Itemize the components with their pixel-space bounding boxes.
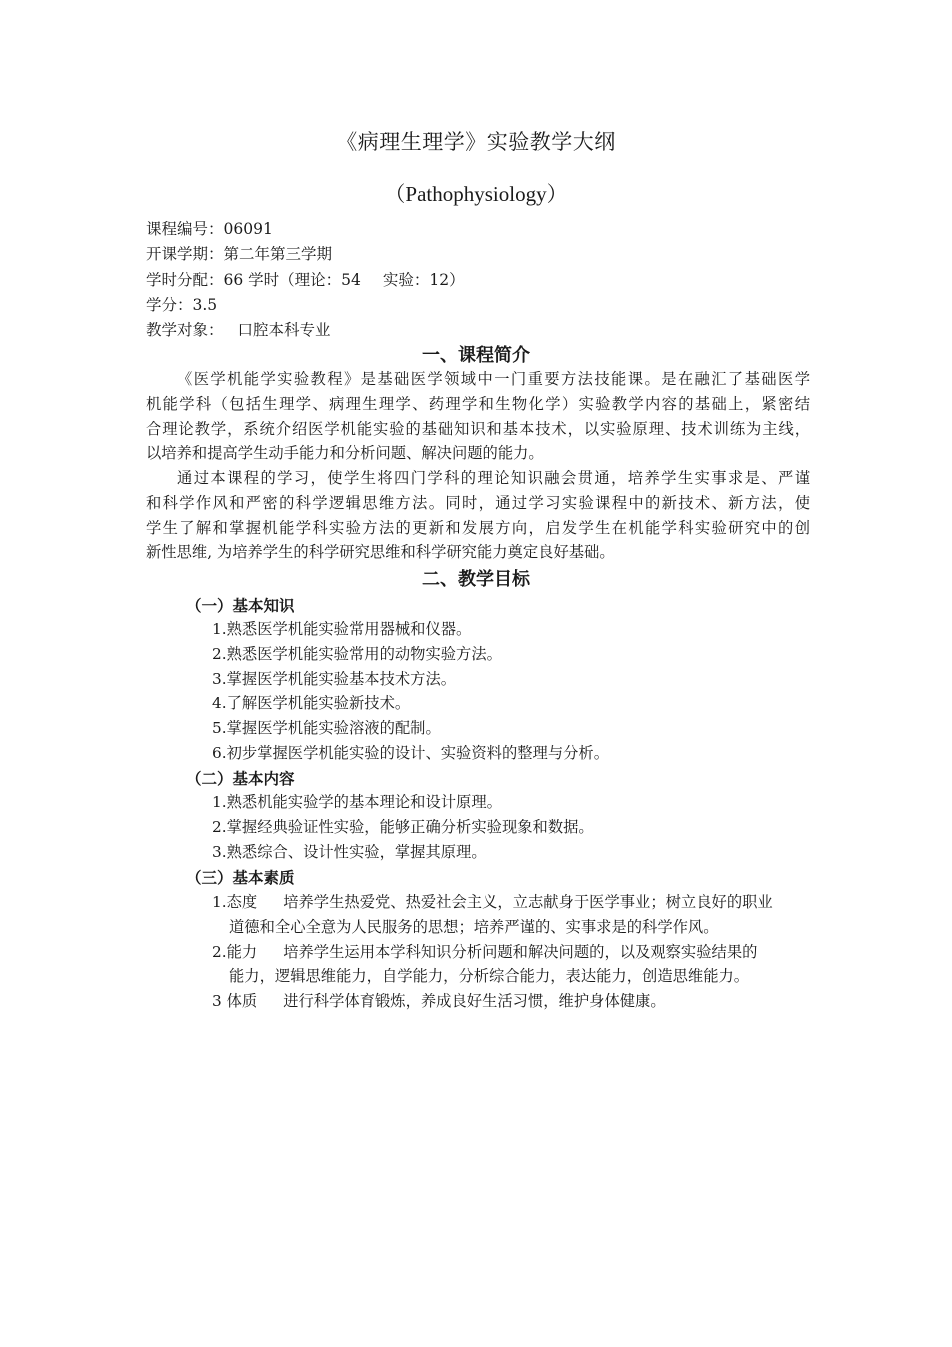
course-audience-label: 教学对象： <box>146 321 224 340</box>
section-heading-intro: 一、课程简介 <box>422 345 530 366</box>
paragraph-line: 机能学科（包括生理学、病理生理学、药理学和生物化学）实验教学内容的基础上，紧密结 <box>146 394 810 413</box>
course-hours-theory: 学时分配：66 学时（理论：54 <box>146 270 361 289</box>
paragraph-line: 新性思维, 为培养学生的科学研究思维和科学研究能力奠定良好基础。 <box>146 543 615 562</box>
subheading-content: （二）基本内容 <box>186 769 295 788</box>
list-item-ability <box>212 940 773 965</box>
item-label: 1.态度 <box>212 893 258 911</box>
item-text: 培养学生热爱党、热爱社会主义，立志献身于医学事业；树立良好的职业 <box>283 893 773 911</box>
course-semester-text: 开课学期：第二年第三学期 <box>146 245 333 264</box>
course-hours-lab: 实验：12） <box>382 270 465 289</box>
paragraph-line: 《医学机能学实验教程》是基础医学领域中一门重要方法技能课。是在融汇了基础医学 <box>177 370 810 388</box>
course-info <box>146 217 465 343</box>
list-item: 2.掌握经典验证性实验，能够正确分析实验现象和数据。 <box>212 817 594 836</box>
quality-list <box>212 890 773 1014</box>
list-item: 2.熟悉医学机能实验常用的动物实验方法。 <box>212 644 502 663</box>
list-item: 5.掌握医学机能实验溶液的配制。 <box>212 719 441 738</box>
paragraph-line: 合理论教学，系统介绍医学机能实验的基础知识和基本技术，以实验原理、技术训练为主线， <box>146 419 810 438</box>
document-subtitle: （Pathophysiology） <box>384 182 568 206</box>
section-heading-goals: 二、教学目标 <box>422 569 530 590</box>
list-item-physique <box>212 989 773 1014</box>
intro-paragraph-2 <box>146 466 810 565</box>
item-text: 进行科学体育锻炼，养成良好生活习惯，维护身体健康。 <box>283 992 666 1011</box>
item-label: 3 体质 <box>212 992 258 1011</box>
list-item-continuation: 道德和全心全意为人民服务的思想；培养严谨的、实事求是的科学作风。 <box>229 917 719 936</box>
paragraph-line: 和科学作风和严密的科学逻辑思维方法。同时，通过学习实验课程中的新技术、新方法，使 <box>146 493 810 512</box>
course-code <box>146 217 465 242</box>
list-item: 3.熟悉综合、设计性实验，掌握其原理。 <box>212 842 487 861</box>
subheading-knowledge: （一）基本知识 <box>186 596 295 615</box>
course-hours <box>146 268 465 293</box>
list-item: 4.了解医学机能实验新技术。 <box>212 694 411 713</box>
list-item: 1.熟悉医学机能实验常用器械和仪器。 <box>212 620 472 638</box>
document-title: 《病理生理学》实验教学大纲 <box>336 130 616 154</box>
item-label: 2.能力 <box>212 942 258 961</box>
list-item-continuation: 能力，逻辑思维能力，自学能力，分析综合能力，表达能力，创造思维能力。 <box>229 967 750 986</box>
paragraph-line: 学生了解和掌握机能学科实验方法的更新和发展方向，启发学生在机能学科实验研究中的创 <box>146 518 810 537</box>
list-item: 6.初步掌握医学机能实验的设计、实验资料的整理与分析。 <box>212 743 610 762</box>
content-list <box>212 790 594 864</box>
list-item: 1.熟悉机能实验学的基本理论和设计原理。 <box>212 793 502 811</box>
item-text: 培养学生运用本学科知识分析问题和解决问题的，以及观察实验结果的 <box>283 942 758 961</box>
course-code-text: 课程编号：06091 <box>146 220 273 238</box>
list-item-attitude <box>212 890 773 915</box>
course-semester <box>146 242 465 267</box>
list-item: 3.掌握医学机能实验基本技术方法。 <box>212 669 457 688</box>
course-credits-text: 学分：3.5 <box>146 295 218 314</box>
paragraph-line: 通过本课程的学习，使学生将四门学科的理论知识融会贯通，培养学生实事求是、严谨 <box>177 469 810 487</box>
knowledge-list <box>212 617 609 766</box>
course-credits <box>146 293 465 318</box>
course-audience <box>146 318 465 343</box>
intro-paragraph-1 <box>146 367 810 466</box>
paragraph-line: 以培养和提高学生动手能力和分析问题、解决问题的能力。 <box>146 444 544 463</box>
subheading-quality: （三）基本素质 <box>186 868 295 887</box>
course-audience-value: 口腔本科专业 <box>237 321 331 340</box>
